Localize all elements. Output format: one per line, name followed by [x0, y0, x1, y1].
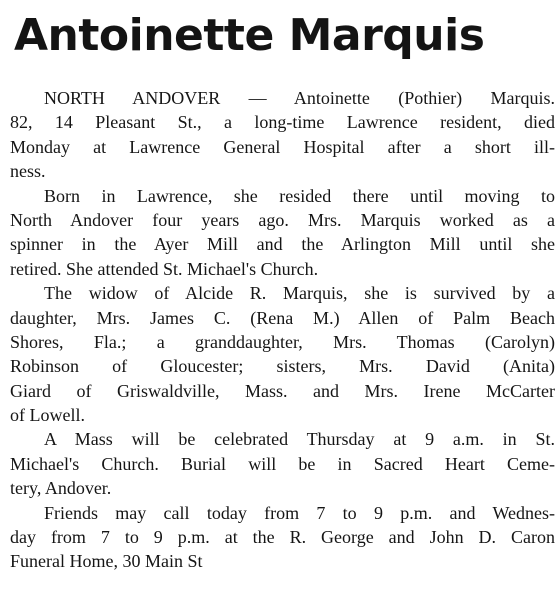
paragraph-3-line-5: Giard of Griswaldville, Mass. and Mrs. Irene McCarter: [10, 380, 555, 401]
paragraph-2-line-3: spinner in the Ayer Mill and the Arlington Mill until she: [10, 234, 555, 255]
paragraph-4-line-2: Michael's Church. Burial will be in Sacred Heart Ceme-: [10, 453, 555, 474]
paragraph-1-line-3: Monday at Lawrence General Hospital after a short ill-: [10, 136, 555, 157]
paragraph-4-line-1: A Mass will be celebrated Thursday at 9 a.m. in St.: [44, 429, 555, 450]
paragraph-4-line-3: tery, Andover.: [10, 478, 112, 499]
paragraph-5-line-1: Friends may call today from 7 to 9 p.m. and Wednes-: [44, 502, 555, 523]
paragraph-2-line-4: retired. She attended St. Michael's Church.: [10, 258, 319, 279]
paragraph-5-line-2: day from 7 to 9 p.m. at the R. George and John D. Caron: [10, 527, 555, 548]
paragraph-2-line-2: North Andover four years ago. Mrs. Marquis worked as a: [10, 209, 555, 230]
paragraph-3-line-4: Robinson of Gloucester; sisters, Mrs. David (Anita): [10, 356, 555, 377]
paragraph-3-line-6: of Lowell.: [10, 405, 85, 426]
paragraph-2-line-1: Born in Lawrence, she resided there until moving to: [44, 185, 555, 206]
paragraph-1-line-1: NORTH ANDOVER — Antoinette (Pothier) Marquis.: [44, 88, 555, 108]
paragraph-3-line-3: Shores, Fla.; a granddaughter, Mrs. Thomas (Carolyn): [10, 331, 555, 352]
paragraph-3-line-2: daughter, Mrs. James C. (Rena M.) Allen of Palm Beach: [10, 307, 555, 328]
paragraph-1-line-2: 82, 14 Pleasant St., a long-time Lawrence resident, died: [10, 112, 555, 133]
paragraph-5-line-3: Funeral Home, 30 Main St: [10, 551, 203, 572]
obituary-body: [10, 86, 555, 574]
paragraph-3-line-1: The widow of Alcide R. Marquis, she is survived by a: [44, 283, 555, 304]
paragraph-1-line-4: ness.: [10, 161, 46, 182]
obituary-headline: Antoinette Marquis: [14, 10, 485, 61]
